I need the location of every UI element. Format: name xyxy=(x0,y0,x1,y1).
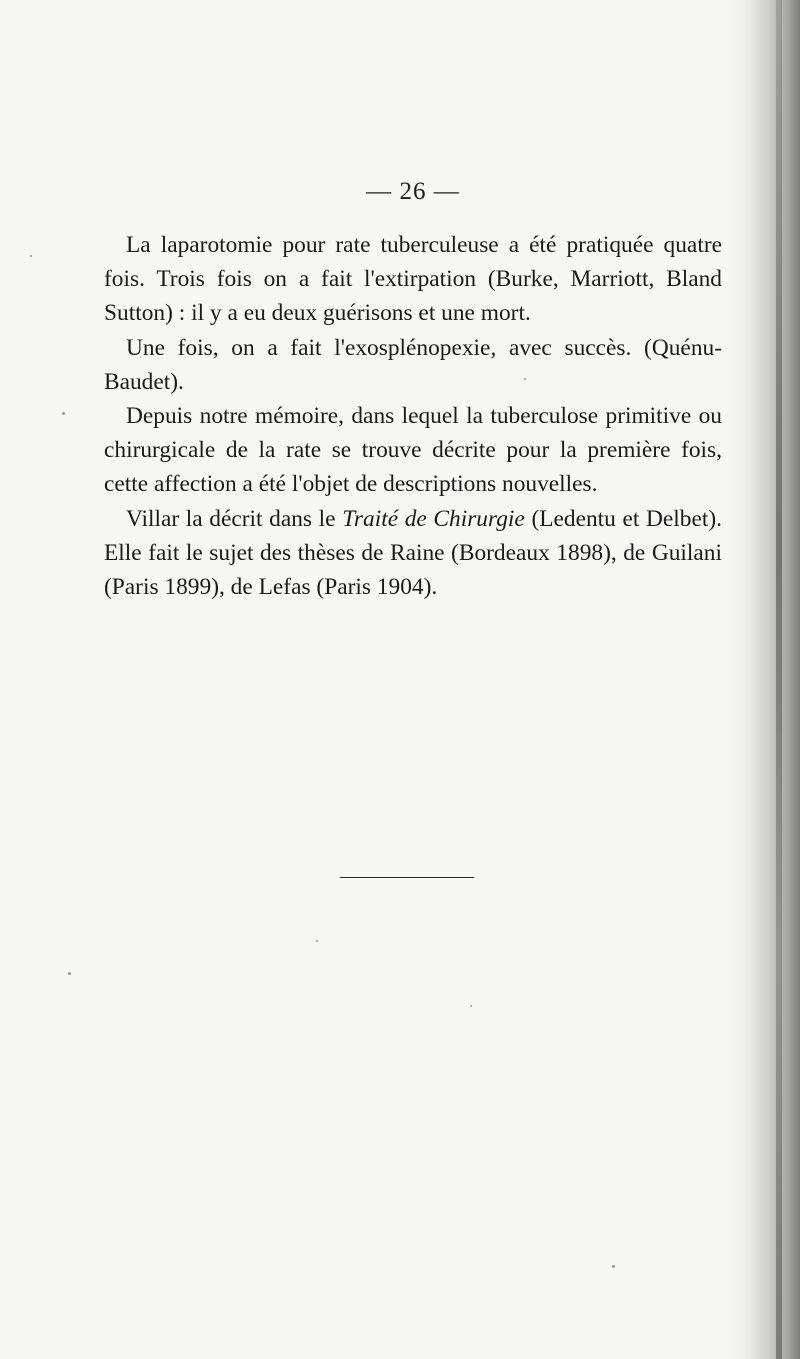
paragraph-text: (Ledentu et Delbet). Elle fait le sujet des thèses de Raine (Bordeaux 1898), de Guilani (Paris 1899), de Lefas (Paris 1904). xyxy=(104,505,723,601)
scan-speck xyxy=(470,1005,472,1007)
paragraph-text: Villar la décrit dans le xyxy=(126,505,343,532)
scan-speck xyxy=(30,255,32,257)
body-text xyxy=(104,228,722,604)
scan-speck xyxy=(62,412,65,415)
scan-speck xyxy=(68,972,71,975)
paragraph: Une fois, on a fait l'exosplénopexie, avec succès. (Quénu-Baudet). xyxy=(104,334,722,395)
section-end-rule xyxy=(340,877,474,878)
paragraph: Depuis notre mémoire, dans lequel la tuberculose primitive ou chirurgicale de la rate se trouve décrite pour la première fois, cette affection a été l'objet de descriptions nouvelles. xyxy=(104,403,722,498)
book-title: Traité de Chirurgie xyxy=(342,505,525,532)
scan-speck xyxy=(612,1265,615,1268)
paragraph xyxy=(104,502,722,605)
page-number: — 26 — xyxy=(366,178,460,205)
scan-speck xyxy=(316,940,318,942)
paragraph: La laparotomie pour rate tuberculeuse a été pratiquée quatre fois. Trois fois on a fait l'extirpation (Burke, Marriott, Bland Sutton) : il y a eu deux guérisons et une mort. xyxy=(104,232,722,327)
